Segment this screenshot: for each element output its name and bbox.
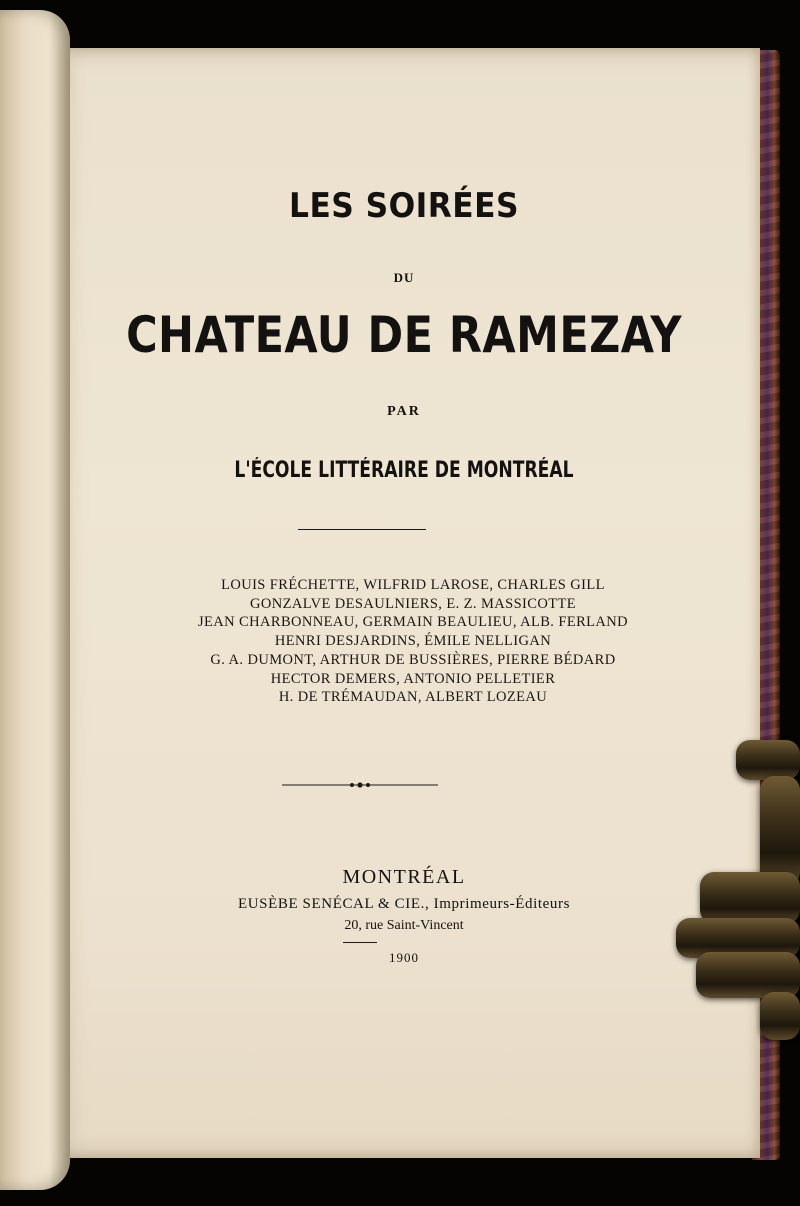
title-line-2: CHATEAU DE RAMEZAY	[126, 306, 682, 364]
contributor-line: LOUIS FRÉCHETTE, WILFRID LAROSE, CHARLES GILL	[221, 577, 605, 593]
byline-par: PAR	[387, 404, 421, 419]
contributor-line: H. DE TRÉMAUDAN, ALBERT LOZEAU	[278, 689, 548, 706]
contributors-list	[100, 576, 726, 707]
imprint-city: MONTRÉAL	[342, 866, 466, 888]
imprint-year: 1900	[389, 950, 419, 965]
title-connector-du: DU	[393, 270, 415, 285]
facing-page-edge	[0, 10, 70, 1190]
book-clasp	[676, 740, 800, 1040]
contributor-line: G. A. DUMONT, ARTHUR DE BUSSIÈRES, PIERRE BÉDARD	[210, 651, 616, 668]
separator-rule	[298, 529, 426, 530]
title-line-1: LES SOIRÉES	[289, 186, 519, 226]
contributor-line: HECTOR DEMERS, ANTONIO PELLETIER	[270, 670, 556, 687]
contributor-line: HENRI DESJARDINS, ÉMILE NELLIGAN	[274, 633, 552, 650]
ornament-rule	[282, 782, 438, 788]
contributor-line: JEAN CHARBONNEAU, GERMAIN BEAULIEU, ALB. FERLAND	[197, 614, 629, 631]
author-organization: L'ÉCOLE LITTÉRAIRE DE MONTRÉAL	[234, 458, 574, 483]
contributor-line: GONZALVE DESAULNIERS, E. Z. MASSICOTTE	[249, 595, 576, 612]
imprint-publisher: EUSÈBE SENÉCAL & CIE., Imprimeurs-Éditeurs	[237, 896, 571, 912]
imprint-rule	[343, 942, 377, 943]
imprint-address: 20, rue Saint-Vincent	[344, 918, 464, 933]
